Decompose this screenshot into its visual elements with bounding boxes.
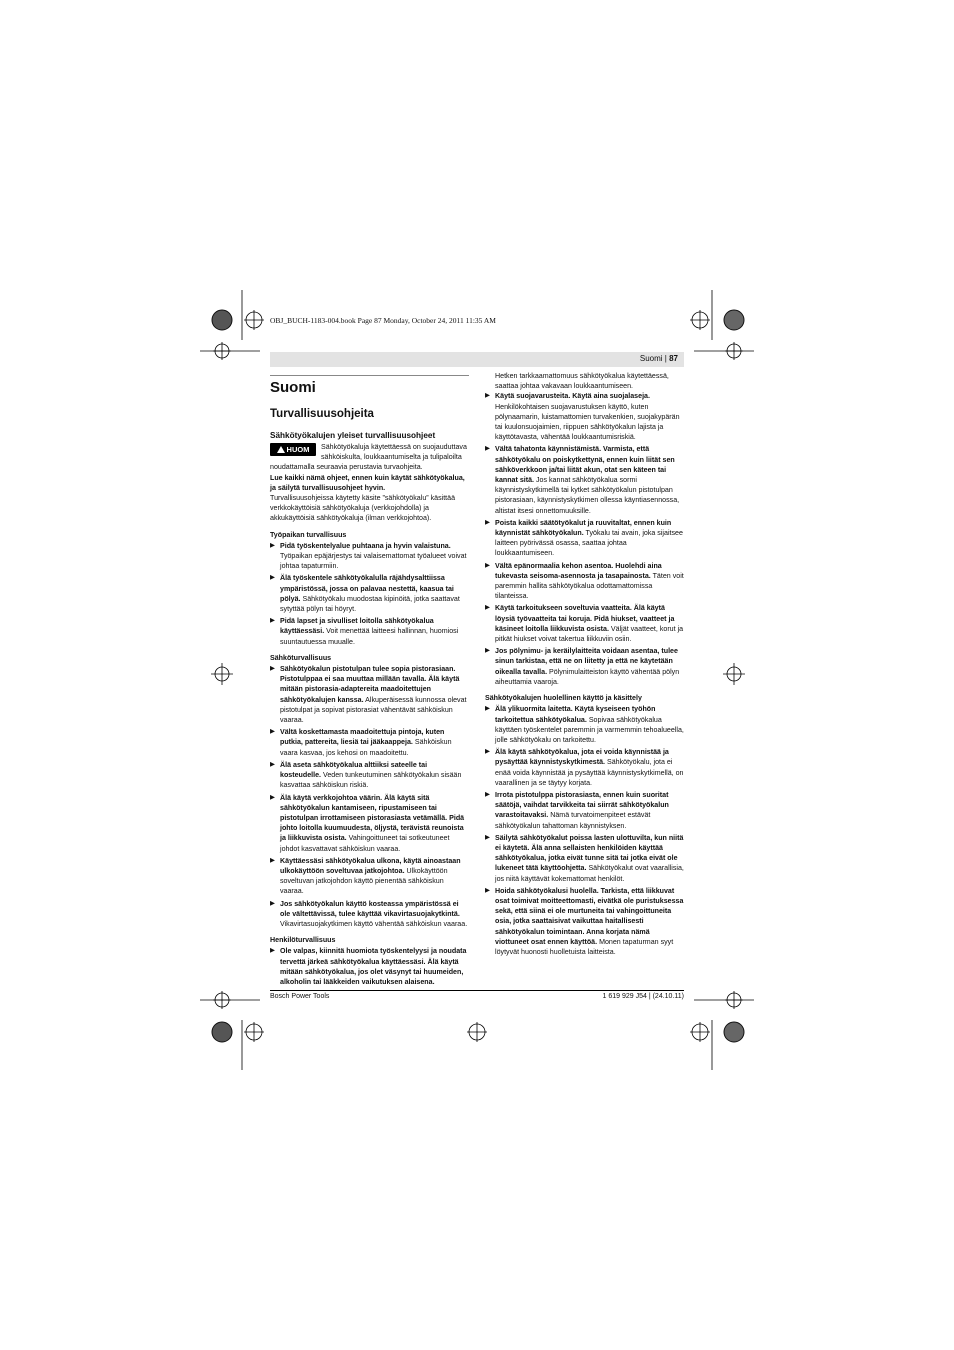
bullet-arrow-icon: ▶ (270, 760, 275, 768)
item-bold-text: Säilytä sähkötyökalut poissa lasten ulottuvilta, kun niitä ei käytetä. Älä anna sellaisten henkilöiden käyttää sähkötyökalua, jotka eivät tunne sitä tai jotka eivät ole lukeneet tätä käyttöohjetta. (495, 833, 684, 873)
header-language: Suomi (639, 354, 663, 363)
instruction-list (270, 946, 469, 987)
bullet-arrow-icon: ▶ (485, 833, 490, 841)
item-text: Jos kannat sähkötyökalua sormi käynnistyskytkimellä tai kytket sähkötyökalun pistotulpan pistorasiaan, käynnistyskytkimen ollessa käyntiasennossa, altistat itsesi onnettomuuksille. (495, 476, 680, 515)
intro-paragraph: Turvallisuusohjeissa käytetty käsite ”sähkötyökalu” käsittää verkkokäyttöisiä sähkötyökaluja (verkkojohdolla) ja akkukäyttöisiä sähkötyökaluja (ilman verkkojohtoa). (270, 494, 456, 523)
header-separator: | (662, 354, 670, 363)
item-bold-text: Käyttäessäsi sähkötyökalua ulkona, käytä ainoastaan ulkokäyttöön soveltuvaa jatkojohtoa. (280, 856, 461, 875)
list-item (270, 856, 469, 897)
instruction-list (485, 391, 684, 687)
list-item (270, 664, 469, 725)
bullet-arrow-icon: ▶ (270, 574, 275, 582)
group-heading: Henkilöturvallisuus (270, 936, 336, 945)
group-heading: Työpaikan turvallisuus (270, 530, 347, 539)
list-item (485, 444, 684, 515)
item-text: Vahingoittuneet tai sotkeutuneet johdot kasvattavat sähköiskun vaaraa. (280, 834, 450, 853)
bullet-arrow-icon: ▶ (270, 728, 275, 736)
group-heading: Sähkötyökalujen huolellinen käyttö ja käsittely (485, 694, 642, 703)
group-heading: Sähköturvallisuus (270, 653, 332, 662)
list-item (270, 727, 469, 758)
instruction-list (270, 541, 469, 647)
item-bold-text: Älä käytä verkkojohtoa väärin. Älä käytä sitä sähkötyökalun kantamiseen, ripustamiseen tai pistotulpan irrottamiseen pistorasiasta vetämällä. Pidä johto loitolla kuumuudesta, öljystä, terävistä reunoista ja liikkuvista osista. (280, 793, 465, 843)
bullet-arrow-icon: ▶ (485, 886, 490, 894)
warning-block (270, 442, 469, 473)
item-text: Sähkötyökalut ovat vaarallisia, jos niitä käyttävät kokemattomat henkilöt. (495, 864, 684, 883)
list-item (270, 793, 469, 854)
title-rule (270, 375, 469, 376)
item-bold-text: Jos sähkötyökalun käyttö kosteassa ympäristössä ei ole vältettävissä, tulee käyttää vikavirtasuojakytkintä. (280, 899, 460, 918)
item-text: Ulkokäyttöön soveltuvan jatkojohdon käyttö pienentää sähköiskun vaaraa. (280, 866, 448, 896)
list-item (485, 603, 684, 644)
bullet-arrow-icon: ▶ (270, 856, 275, 864)
warning-text: Sähkötyökaluja käytettäessä on suojauduttava sähköiskulta, loukkaantumiselta ja tulipaloilta noudattamalla seuraavia perustavia turvaohjeita. (270, 443, 467, 472)
list-item (270, 616, 469, 647)
bullet-arrow-icon: ▶ (485, 647, 490, 655)
read-all-instructions: Lue kaikki nämä ohjeet, ennen kuin käytät sähkötyökalua, ja säilytä turvallisuusohjeet hyvin. (270, 473, 465, 492)
header-text (640, 354, 678, 363)
page-header (270, 352, 684, 367)
item-bold-text: Poista kaikki säätötyökalut ja ruuvitaltat, ennen kuin käynnistät sähkötyökalun. (495, 518, 672, 538)
bullet-arrow-icon: ▶ (270, 793, 275, 801)
bullet-arrow-icon: ▶ (270, 541, 275, 549)
item-bold-text: Käytä suojavarusteita. Käytä aina suojalaseja. (495, 392, 650, 401)
footer-brand: Bosch Power Tools (270, 993, 330, 1000)
bullet-arrow-icon: ▶ (485, 392, 490, 400)
item-bold-text: Pidä työskentelyalue puhtaana ja hyvin valaistuna. (280, 541, 451, 550)
item-text: Nämä turvatoimenpiteet estävät sähkötyökalun tahattoman käynnistyksen. (495, 811, 651, 830)
item-text: Työpaikan epäjärjestys tai valaisemattomat työalueet voivat johtaa tapaturmiin. (280, 552, 467, 571)
list-item (270, 573, 469, 614)
bullet-arrow-icon: ▶ (270, 665, 275, 673)
bullet-arrow-icon: ▶ (485, 705, 490, 713)
item-bold-text: Pidä lapset ja sivulliset loitolla sähkötyökalua käyttäessäsi. (280, 617, 434, 636)
item-text: Täten voit paremmin hallita sähkötyökalua odottamattomissa tilanteissa. (495, 571, 684, 601)
right-groups (485, 391, 684, 957)
item-bold-text: Älä työskentele sähkötyökalulla räjähdysalttiissa ympäristössä, jossa on palavaa nestettä, kaasua tai pölyä. (280, 574, 454, 603)
bullet-arrow-icon: ▶ (485, 748, 490, 756)
item-text: Vikavirtasuojakytkimen käyttö vähentää sähköiskun vaaraa. (280, 919, 468, 928)
list-item (485, 391, 684, 442)
item-text: Sähkötyökalu, jota ei enää voida käynnistää ja pysäyttää käynnistyskytkimellä, on vaarallinen ja se täytyy korjata. (495, 758, 684, 787)
item-bold-text: Käytä tarkoitukseen soveltuvia vaatteita. Älä käytä löysiä työvaatteita tai koruja. Pidä hiukset, vaatteet ja käsineet loitolla liikkuvista osista. (495, 604, 675, 633)
item-text: Henkilökohtaisen suojavarustuksen käyttö, kuten pölynaamarin, luistamattomien turvakenkien, suojakypärän tai kuulonsuojaimien, riippuen sähkötyökalun lajista ja käyttötavasta, vähentää loukkaantumisriskiä. (495, 402, 680, 442)
bullet-arrow-icon: ▶ (485, 561, 490, 569)
bullet-arrow-icon: ▶ (485, 604, 490, 612)
continuation-paragraph: Hetken tarkkaamattomuus sähkötyökalua käytettäessä, saattaa johtaa vakavaan loukkaantumiseen. (495, 372, 669, 391)
item-bold-text: Irrota pistotulppa pistorasiasta, ennen kuin suoritat säätöjä, vaihdat tarvikkeita tai siirrät sähkötyökalun varastoitavaksi. (495, 790, 669, 820)
item-text: Sopivaa sähkötyökalua käyttäen työskentelet paremmin ja varmemmin tehoalueella, jolle sähkötyökalu on tarkoitettu. (495, 715, 684, 744)
list-item (485, 561, 684, 602)
section-title: Turvallisuusohjeita (270, 408, 374, 420)
list-item (485, 518, 684, 559)
chapter-title: Suomi (270, 379, 316, 396)
item-text: Monen tapaturman syyt löytyvät huonosti huolletuista laitteista. (495, 937, 674, 956)
instruction-list (485, 704, 684, 957)
item-bold-text: Hoida sähkötyökalusi huolella. Tarkista, että liikkuvat osat toimivat moitteettomasti, eivätkä ole puristuksessa sekä, että siinä ei ole murtuneita tai vahingoittuneita osia, jotka saattaisivat vaikuttaa haitallisesti sähkötyökalun toimintaan. Anna korjata nämä viottuneet osat ennen käyttöä. (495, 886, 684, 946)
bullet-arrow-icon: ▶ (270, 899, 275, 907)
list-item (485, 747, 684, 788)
bullet-arrow-icon: ▶ (485, 790, 490, 798)
list-item (485, 833, 684, 884)
item-bold-text: Ole valpas, kiinnitä huomiota työskentelyysi ja noudata tervettä järkeä sähkötyökalua käyttäessäsi. Älä käytä mitään sähkötyökalua, jos olet väsynyt tai huumeiden, alkoholin tai lääkkeiden vaikutuksen alaisena. (280, 947, 467, 986)
header-page-number: 87 (669, 354, 678, 363)
item-bold-text: Vältä koskettamasta maadoitettuja pintoja, kuten putkia, pattereita, liesiä tai jääkaappeja. (280, 728, 445, 747)
footer-doc-number: 1 619 929 J54 | (24.10.11) (602, 993, 684, 1000)
list-item (270, 760, 469, 791)
warning-label: HUOM (286, 445, 310, 454)
item-bold-text: Sähkötyökalun pistotulpan tulee sopia pistorasiaan. Pistotulppaa ei saa muuttaa millään tavalla. Älä käytä mitään pistorasia-adaptereita maadoitettujen sähkötyökalujen kanssa. (280, 665, 460, 704)
item-bold-text: Jos pölynimu- ja keräilylaitteita voidaan asentaa, tulee sinun tarkistaa, että ne on liitetty ja että ne käytetään oikealla tavalla. (495, 647, 678, 676)
list-item (270, 541, 469, 572)
item-bold-text: Vältä epänormaalia kehon asentoa. Huolehdi aina tukevasta seisoma-asennosta ja tasapainosta. (495, 561, 662, 580)
bullet-arrow-icon: ▶ (270, 617, 275, 625)
subsection-title: Sähkötyökalujen yleiset turvallisuusohjeet (270, 431, 436, 440)
list-item (485, 704, 684, 745)
item-bold-text: Älä ylikuormita laitetta. Käytä kyseiseen työhön tarkoitettua sähkötyökalua. (495, 705, 656, 724)
print-info-line: OBJ_BUCH-1183-004.book Page 87 Monday, October 24, 2011 11:35 AM (270, 316, 496, 325)
item-text: Sähkötyökalu muodostaa kipinöitä, jotka saattavat sytyttää pölyn tai höyryt. (280, 594, 460, 614)
right-column (485, 371, 684, 959)
left-groups (270, 530, 469, 988)
item-bold-text: Vältä tahatonta käynnistämistä. Varmista, että sähkötyökalu on poiskytkettynä, ennen kuin liität sen sähköverkkoon ja/tai liität akun, otat sen käteen tai kannat sitä. (495, 445, 675, 485)
instruction-list (270, 664, 469, 929)
bullet-arrow-icon: ▶ (485, 445, 490, 453)
item-text: Voit menettää laitteesi hallinnan, huomiosi suuntautuessa muualle. (280, 627, 459, 646)
item-text: Väljät vaatteet, korut ja pitkät hiukset voivat takertua liikkuviin osiin. (495, 624, 684, 644)
item-text: Alkuperäisessä kunnossa olevat pistotulpat ja sopivat pistorasiat vähentävät sähköiskun vaaraa. (280, 695, 467, 725)
bullet-arrow-icon: ▶ (270, 947, 275, 955)
list-item (485, 790, 684, 831)
item-text: Pölynimulaitteiston käyttö vähentää pölyn aiheuttamia vaaroja. (495, 667, 680, 686)
warning-triangle-icon (277, 446, 285, 453)
warning-badge (270, 443, 316, 456)
item-bold-text: Älä aseta sähkötyökalua alttiiksi sateelle tai kosteudelle. (280, 760, 428, 780)
item-text: Sähköiskun vaara kasvaa, jos kehosi on maadoitettu. (280, 738, 452, 757)
list-item (485, 886, 684, 957)
left-column (270, 375, 469, 989)
list-item (270, 946, 469, 987)
item-text: Työkalu tai avain, joka sijaitsee laitteen pyörivässä osassa, saattaa johtaa loukkaantumiseen. (495, 529, 683, 558)
footer-rule (270, 990, 684, 991)
item-text: Veden tunkeutuminen sähkötyökalun sisään kasvattaa sähköiskun riskiä. (280, 771, 462, 790)
item-bold-text: Älä käytä sähkötyökalua, jota ei voida käynnistää ja pysäyttää käynnistyskytkimestä. (495, 748, 669, 767)
list-item (270, 899, 469, 930)
list-item (485, 646, 684, 687)
bullet-arrow-icon: ▶ (485, 518, 490, 526)
